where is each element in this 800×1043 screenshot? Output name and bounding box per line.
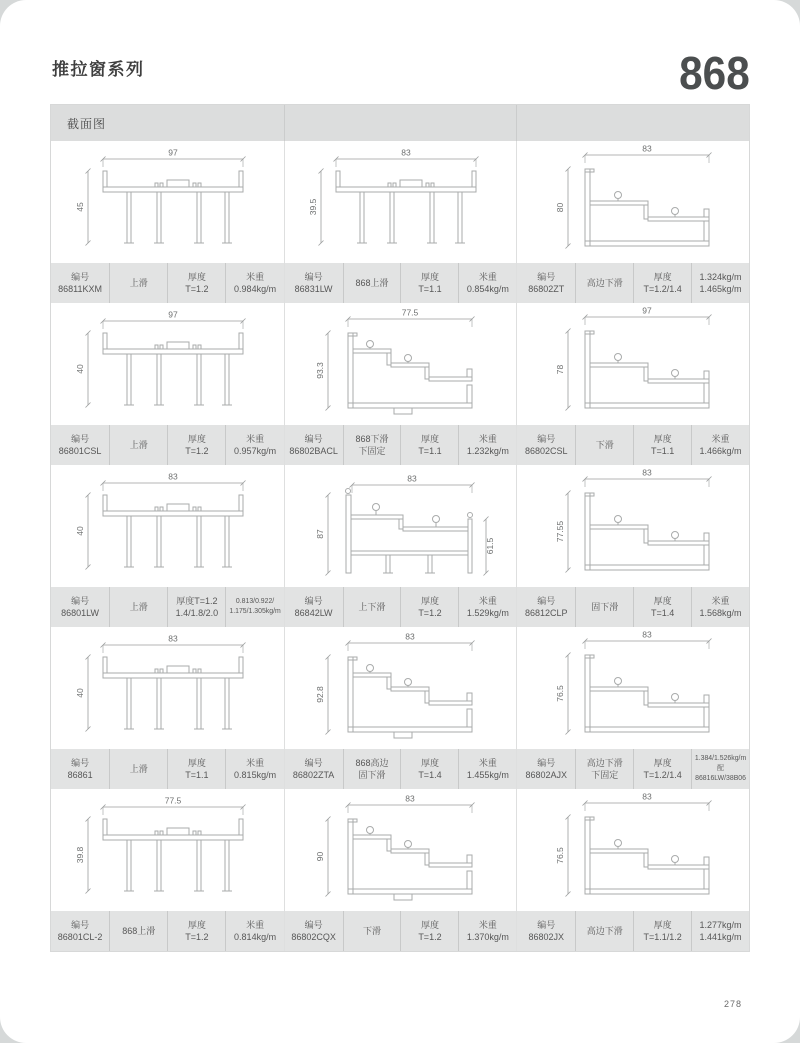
spec-text-line: T=1.2: [185, 284, 209, 294]
dimension-label: 83: [405, 631, 416, 642]
spec-text-line: 868上滑: [355, 277, 389, 288]
spec-text-line: 868高边: [355, 757, 389, 768]
spec-text-line: 86842LW: [294, 608, 333, 618]
spec-text-line: T=1.1: [650, 446, 675, 456]
profile-cell-r4c1: [51, 627, 284, 789]
profile-id-cell: [51, 263, 109, 303]
profile-drawing-topslide: [57, 789, 277, 911]
page-title: 推拉窗系列: [52, 60, 145, 79]
drawing-area: [51, 789, 284, 911]
spec-text-line: 厚度: [653, 595, 672, 606]
profile-drawing-topslide: [290, 141, 510, 263]
dimension-label: 76.5: [555, 685, 566, 702]
spec-text-line: 1.232kg/m: [466, 446, 509, 456]
spec-text-line: 1.324kg/m: [699, 271, 742, 282]
profile-cell-r2c1: [51, 303, 284, 465]
drawing-area: [517, 465, 749, 587]
section-row-5: [51, 789, 749, 951]
spec-strip: [285, 587, 517, 627]
weight-cell: [458, 263, 516, 303]
dimension-label: 87: [315, 529, 326, 539]
dimension-label: 45: [75, 202, 86, 212]
spec-text-line: 厚度: [187, 919, 206, 930]
drawing-area: [517, 789, 749, 911]
spec-text-line: 86801CL-2: [57, 932, 103, 942]
thickness-cell: [400, 425, 458, 465]
spec-text-line: 0.815kg/m: [234, 770, 277, 780]
spec-text-line: 86861: [67, 770, 93, 780]
spec-text-line: T=1.2: [418, 932, 442, 942]
spec-text-line: 厚度T=1.2: [176, 595, 218, 606]
dimension-label: 80: [555, 202, 566, 213]
dimension-label: 40: [75, 526, 86, 536]
profile-id-cell: [51, 425, 109, 465]
spec-text-line: 厚度: [187, 433, 206, 444]
spec-text-line: 86801LW: [61, 608, 99, 618]
spec-strip: [285, 749, 517, 789]
thickness-cell: [400, 749, 458, 789]
spec-text-line: 0.984kg/m: [234, 284, 277, 294]
page-number: 278: [723, 999, 742, 1009]
weight-cell: [225, 911, 283, 951]
spec-strip: [285, 263, 517, 303]
thickness-cell: [167, 263, 225, 303]
spec-strip: [285, 425, 517, 465]
spec-text-line: 固下滑: [591, 601, 619, 612]
profile-name-cell: [109, 749, 167, 789]
profile-id-cell: [285, 749, 343, 789]
spec-text-line: 厚度: [653, 919, 672, 930]
spec-text-line: 86802AJX: [525, 770, 568, 780]
dimension-label: 90: [315, 851, 326, 862]
profile-name-cell: [343, 587, 401, 627]
dimension-label: 40: [75, 688, 86, 698]
spec-text-line: 米重: [711, 595, 730, 606]
thickness-cell: [633, 263, 691, 303]
spec-text-line: 下固定: [358, 446, 386, 456]
dimension-label: 97: [168, 147, 179, 158]
profile-cell-r4c2: [284, 627, 517, 789]
dimension-label: 78: [555, 364, 566, 375]
profile-drawing-highleft: [523, 141, 743, 263]
drawing-area: [517, 303, 749, 425]
thickness-cell: [400, 263, 458, 303]
profile-drawing-highleft: [523, 303, 743, 425]
profile-drawing-topslide: [57, 465, 277, 587]
profile-name-cell: [109, 911, 167, 951]
spec-text-line: T=1.1/1.2: [643, 932, 682, 942]
spec-text-line: 编号: [71, 271, 90, 282]
spec-text-line: 米重: [246, 919, 265, 930]
profile-id-cell: [517, 587, 575, 627]
spec-text-line: 0.813/0.922/: [235, 598, 275, 605]
table-body: [51, 141, 749, 951]
profile-cell-r2c2: [284, 303, 517, 465]
spec-text-line: 1.466kg/m: [699, 446, 742, 456]
spec-text-line: 编号: [71, 433, 90, 444]
spec-text-line: 1.277kg/m: [699, 919, 742, 930]
dimension-label: 83: [168, 471, 179, 482]
spec-text-line: 1.441kg/m: [699, 932, 742, 942]
spec-text-line: 上滑: [129, 601, 148, 612]
dimension-label: 77.5: [165, 795, 182, 806]
spec-text-line: 厚度: [653, 757, 672, 768]
table-header-row: [51, 105, 749, 141]
profile-name-cell: [575, 425, 633, 465]
profile-id-cell: [285, 911, 343, 951]
spec-strip: [517, 587, 749, 627]
spec-text-line: 编号: [537, 595, 556, 606]
spec-text-line: 厚度: [420, 595, 439, 606]
spec-text-line: 1.455kg/m: [466, 770, 509, 780]
spec-text-line: 米重: [478, 919, 497, 930]
drawing-area: [51, 627, 284, 749]
section-row-4: [51, 627, 749, 789]
spec-text-line: 厚度: [187, 757, 206, 768]
profile-drawing-highleft: [523, 465, 743, 587]
thickness-cell: [167, 749, 225, 789]
spec-text-line: 下滑: [595, 439, 614, 450]
drawing-area: [285, 141, 517, 263]
spec-text-line: 0.957kg/m: [234, 446, 277, 456]
thickness-cell: [633, 425, 691, 465]
spec-text-line: 编号: [537, 271, 556, 282]
dimension-label: 77.5: [402, 307, 419, 318]
thickness-cell: [167, 587, 225, 627]
profile-id-cell: [517, 911, 575, 951]
dimension-label: 61.5: [485, 537, 496, 555]
profile-drawing-updown: [290, 465, 510, 587]
thickness-cell: [633, 587, 691, 627]
spec-text-line: T=1.2: [185, 932, 209, 942]
dimension-label: 83: [642, 467, 652, 478]
spec-strip: [51, 587, 284, 627]
spec-text-line: 1.568kg/m: [699, 608, 742, 618]
drawing-area: [51, 465, 284, 587]
dimension-label: 93.3: [315, 362, 326, 379]
spec-strip: [51, 263, 284, 303]
dimension-label: 83: [642, 629, 652, 640]
profile-drawing-step: [290, 789, 510, 911]
weight-cell: [691, 587, 749, 627]
drawing-area: [51, 303, 284, 425]
thickness-cell: [633, 911, 691, 951]
page-header: [52, 30, 750, 99]
dimension-label: 97: [168, 309, 179, 320]
thickness-cell: [400, 587, 458, 627]
spec-strip: [51, 911, 284, 951]
spec-text-line: 1.4/1.8/2.0: [175, 608, 219, 618]
weight-cell: [225, 263, 283, 303]
weight-cell: [691, 911, 749, 951]
spec-text-line: 米重: [478, 271, 497, 282]
dimension-label: 83: [168, 633, 179, 644]
table-header-cell-blank-1: [284, 105, 517, 141]
weight-cell: [225, 749, 283, 789]
profile-drawing-highleft: [523, 627, 743, 749]
profile-name-cell: [343, 749, 401, 789]
spec-text-line: 米重: [711, 433, 730, 444]
spec-text-line: 868上滑: [122, 925, 156, 936]
spec-text-line: 高边下滑: [586, 277, 623, 288]
dimension-label: 83: [401, 147, 412, 158]
spec-text-line: 1.529kg/m: [466, 608, 509, 618]
profile-id-cell: [51, 587, 109, 627]
spec-text-line: 配86816LW/38B06: [695, 765, 746, 782]
spec-text-line: 86802ZT: [528, 284, 565, 294]
spec-text-line: 86802BACL: [289, 446, 338, 456]
dimension-label: 83: [407, 473, 418, 484]
spec-text-line: 86811KXM: [58, 284, 103, 294]
weight-cell: [458, 911, 516, 951]
spec-text-line: 86801CSL: [58, 446, 102, 456]
dimension-label: 40: [75, 364, 86, 374]
spec-text-line: T=1.1: [418, 284, 442, 294]
dimension-label: 97: [642, 305, 652, 316]
spec-text-line: 下固定: [591, 770, 619, 780]
spec-strip: [517, 911, 749, 951]
spec-text-line: 上滑: [129, 763, 148, 774]
spec-text-line: 厚度: [420, 919, 439, 930]
thickness-cell: [633, 749, 691, 789]
profile-cell-r3c3: [516, 465, 749, 627]
spec-text-line: 上下滑: [358, 601, 386, 612]
weight-cell: [458, 749, 516, 789]
spec-text-line: 厚度: [653, 433, 672, 444]
profile-cell-r1c3: [516, 141, 749, 303]
spec-text-line: 米重: [478, 595, 497, 606]
spec-text-line: T=1.2/1.4: [643, 770, 682, 780]
spec-text-line: 编号: [304, 271, 323, 282]
profile-name-cell: [343, 425, 401, 465]
spec-text-line: 86802CSL: [525, 446, 568, 456]
thickness-cell: [167, 911, 225, 951]
profile-id-cell: [517, 425, 575, 465]
profile-drawing-step: [290, 627, 510, 749]
spec-text-line: 米重: [478, 433, 497, 444]
spec-text-line: 1.370kg/m: [466, 932, 509, 942]
spec-text-line: 厚度: [420, 271, 439, 282]
spec-text-line: 编号: [304, 757, 323, 768]
profile-name-cell: [575, 911, 633, 951]
profile-id-cell: [285, 263, 343, 303]
spec-text-line: 86831LW: [294, 284, 333, 294]
dimension-label: 83: [405, 793, 416, 804]
drawing-area: [285, 627, 517, 749]
spec-text-line: 米重: [246, 433, 265, 444]
spec-text-line: T=1.2/1.4: [643, 284, 682, 294]
profile-drawing-topslide: [57, 303, 277, 425]
spec-text-line: 86812CLP: [525, 608, 568, 618]
profile-cell-r5c1: [51, 789, 284, 951]
weight-cell: [691, 263, 749, 303]
spec-text-line: 固下滑: [358, 770, 386, 780]
profile-name-cell: [343, 263, 401, 303]
dimension-label: 76.5: [555, 847, 566, 864]
weight-cell: [458, 587, 516, 627]
spec-strip: [517, 425, 749, 465]
spec-text-line: 高边下滑: [586, 925, 623, 936]
spec-strip: [517, 749, 749, 789]
profile-name-cell: [575, 263, 633, 303]
section-row-3: [51, 465, 749, 627]
weight-cell: [225, 587, 283, 627]
section-row-1: [51, 141, 749, 303]
spec-text-line: 编号: [304, 919, 323, 930]
dimension-label: 77.55: [555, 520, 566, 543]
spec-text-line: 编号: [537, 919, 556, 930]
spec-text-line: 上滑: [129, 277, 148, 288]
drawing-area: [51, 141, 284, 263]
profile-id-cell: [285, 587, 343, 627]
drawing-area: [285, 789, 517, 911]
spec-text-line: 86802ZTA: [292, 770, 335, 780]
dimension-label: 83: [642, 143, 652, 154]
spec-text-line: 0.854kg/m: [466, 284, 509, 294]
profile-id-cell: [517, 749, 575, 789]
profile-cell-r1c1: [51, 141, 284, 303]
spec-text-line: T=1.1: [418, 446, 442, 456]
profile-name-cell: [109, 587, 167, 627]
profile-drawing-topslide: [57, 141, 277, 263]
section-row-2: [51, 303, 749, 465]
section-table: [50, 104, 750, 952]
series-number: 868: [679, 46, 750, 99]
spec-text-line: 0.814kg/m: [234, 932, 277, 942]
spec-text-line: T=1.1: [185, 770, 209, 780]
dimension-label: 39.5: [308, 198, 319, 216]
profile-cell-r1c2: [284, 141, 517, 303]
dimension-label: 39.8: [75, 846, 86, 864]
profile-cell-r5c3: [516, 789, 749, 951]
profile-id-cell: [517, 263, 575, 303]
thickness-cell: [400, 911, 458, 951]
spec-strip: [51, 425, 284, 465]
spec-strip: [51, 749, 284, 789]
spec-text-line: 86802CQX: [291, 932, 336, 942]
profile-cell-r5c2: [284, 789, 517, 951]
profile-cell-r4c3: [516, 627, 749, 789]
profile-drawing-topslide: [57, 627, 277, 749]
spec-text-line: 高边下滑: [586, 757, 623, 768]
drawing-area: [285, 303, 517, 425]
table-header-cell-section: 截面图: [67, 116, 107, 131]
spec-text-line: 编号: [71, 919, 90, 930]
spec-text-line: 米重: [246, 757, 265, 768]
weight-cell: [691, 749, 749, 789]
spec-strip: [517, 263, 749, 303]
profile-name-cell: [575, 587, 633, 627]
profile-name-cell: [343, 911, 401, 951]
spec-text-line: 厚度: [187, 271, 206, 282]
profile-cell-r2c3: [516, 303, 749, 465]
profile-id-cell: [51, 911, 109, 951]
thickness-cell: [167, 425, 225, 465]
spec-text-line: 编号: [304, 433, 323, 444]
weight-cell: [691, 425, 749, 465]
spec-text-line: 1.465kg/m: [699, 284, 742, 294]
profile-id-cell: [285, 425, 343, 465]
spec-text-line: 1.175/1.305kg/m: [229, 608, 281, 615]
spec-text-line: 厚度: [653, 271, 672, 282]
weight-cell: [225, 425, 283, 465]
profile-cell-r3c2: [284, 465, 517, 627]
profile-drawing-highleft: [523, 789, 743, 911]
drawing-area: [517, 141, 749, 263]
profile-name-cell: [109, 263, 167, 303]
profile-name-cell: [109, 425, 167, 465]
spec-text-line: 上滑: [129, 439, 148, 450]
profile-drawing-step: [290, 303, 510, 425]
profile-cell-r3c1: [51, 465, 284, 627]
table-header-cell-blank-2: [516, 105, 749, 141]
spec-text-line: 编号: [71, 595, 90, 606]
spec-text-line: 编号: [71, 757, 90, 768]
profile-name-cell: [575, 749, 633, 789]
dimension-label: 92.8: [315, 686, 326, 703]
spec-text-line: 编号: [537, 757, 556, 768]
spec-text-line: T=1.2: [185, 446, 209, 456]
spec-strip: [285, 911, 517, 951]
spec-text-line: T=1.4: [650, 608, 675, 618]
spec-text-line: 米重: [246, 271, 265, 282]
spec-text-line: 米重: [478, 757, 497, 768]
profile-id-cell: [51, 749, 109, 789]
dimension-label: 83: [642, 791, 652, 802]
spec-text-line: T=1.4: [418, 770, 442, 780]
spec-text-line: 编号: [537, 433, 556, 444]
spec-text-line: T=1.2: [418, 608, 442, 618]
spec-text-line: 86802JX: [528, 932, 565, 942]
spec-text-line: 下滑: [363, 925, 382, 936]
drawing-area: [517, 627, 749, 749]
weight-cell: [458, 425, 516, 465]
drawing-area: [285, 465, 517, 587]
spec-text-line: 编号: [304, 595, 323, 606]
spec-text-line: 厚度: [420, 433, 439, 444]
spec-text-line: 868下滑: [355, 433, 389, 444]
spec-text-line: 1.384/1.526kg/m: [694, 755, 747, 762]
spec-text-line: 厚度: [420, 757, 439, 768]
